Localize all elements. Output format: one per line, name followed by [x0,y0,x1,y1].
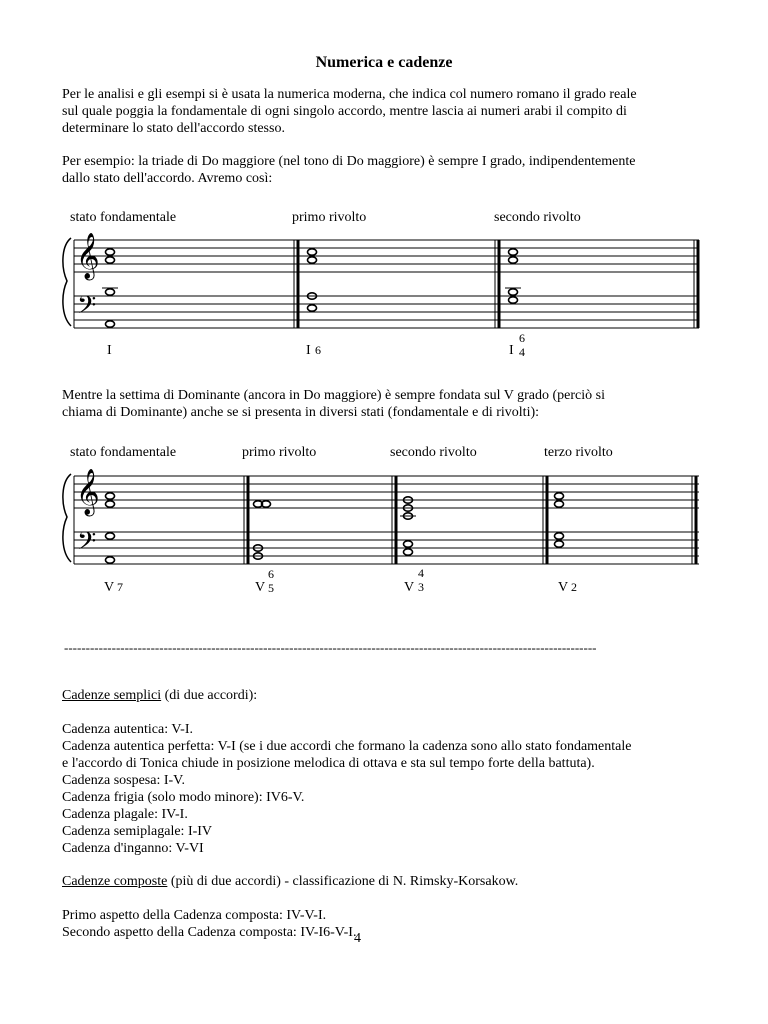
bass-clef-icon: 𝄢 [77,527,97,562]
bass-staff [74,532,699,564]
section-heading: Cadenze composte [62,874,168,889]
treble-staff [74,240,699,272]
section-heading: Cadenze semplici [62,688,162,703]
composite-cadences-section [62,873,712,941]
figure-number: 4 [418,566,424,580]
example1-heading: secondo rivolto [494,210,581,225]
chord-note [254,501,271,559]
roman-numeral: I [306,343,311,358]
cadence-line: Primo aspetto della Cadenza composta: IV-V-I. [62,908,327,923]
double-barline [495,240,499,328]
page-number: 4 [354,931,361,946]
example2-heading: stato fondamentale [70,445,177,460]
page-title: Numerica e cadenze [315,54,453,71]
figure-number: 6 [519,331,525,345]
chord-note [106,493,115,563]
cadence-line: Cadenza plagale: IV-I. [62,807,188,822]
bass-staff [74,296,699,328]
figure-number: 2 [571,580,577,594]
example2-heading: secondo rivolto [390,445,477,460]
example-intro-line: dallo stato dell'accordo. Avremo così: [62,171,273,186]
figure-number: 4 [519,345,525,359]
cadence-line: Cadenza semiplagale: I-IV [62,824,213,839]
roman-numeral: I [107,343,112,358]
figure-number: 7 [117,580,123,594]
example1-heading: stato fondamentale [70,210,177,225]
double-barline [294,240,298,328]
dominant-intro-paragraph [62,387,712,421]
intro-line: determinare lo stato dell'accordo stesso. [62,121,285,136]
example1-heading: primo rivolto [292,210,367,225]
staff-brace [63,474,71,562]
figure-number: 6 [268,567,274,581]
double-barline [694,240,698,328]
chord-note [404,497,413,555]
example-intro-paragraph [62,153,712,187]
intro-line: sul quale poggia la fondamentale di ogni singolo accordo, mentre lascia ai numeri arabi il compito di [62,104,627,119]
cadence-line: Cadenza frigia (solo modo minore): IV6-V. [62,790,305,805]
composite-cadences-heading [62,873,712,890]
example2-heading: terzo rivolto [544,445,613,460]
music-score-tonic-chords [58,226,708,336]
figure-number: 3 [418,580,424,594]
example-intro-line: Per esempio: la triade di Do maggiore (nel tono di Do maggiore) è sempre I grado, indipendentemente [62,154,636,169]
chord-note [555,493,564,547]
cadence-line: Cadenza autentica: V-I. [62,722,194,737]
roman-numeral: V [255,580,266,595]
section-heading-rest: (di due accordi): [161,688,258,703]
example2-heading: primo rivolto [242,445,317,460]
double-barline [392,476,396,564]
intro-paragraph [62,86,712,137]
treble-clef-icon: 𝄞 [76,469,100,515]
dashed-separator: --------------------------------------------------------------------------------------------------------------------------- [64,640,597,655]
figure-number: 6 [315,343,321,357]
cadence-line: e l'accordo di Tonica chiude in posizione melodica di ottava e sta sul tempo forte della battuta). [62,756,595,771]
roman-numeral: V [404,580,415,595]
treble-clef-icon: 𝄞 [76,233,100,279]
bass-clef-icon: 𝄢 [77,291,97,326]
simple-cadences-section [62,687,712,857]
staff-brace [63,238,71,326]
cadence-line: Cadenza d'inganno: V-VI [62,841,204,856]
roman-numeral: V [104,580,115,595]
figure-number: 5 [268,581,274,595]
roman-numeral: V [558,580,569,595]
chord-note [509,249,518,303]
double-barline [244,476,248,564]
music-score-dominant-seventh [58,462,708,572]
cadence-line: Cadenza autentica perfetta: V-I (se i due accordi che formano la cadenza sono allo stato fondamentale [62,739,632,754]
chord-note [308,249,317,311]
treble-staff [74,476,699,508]
dominant-intro-line: Mentre la settima di Dominante (ancora in Do maggiore) è sempre fondata sul V grado (perciò si [62,388,605,403]
intro-line: Per le analisi e gli esempi si è usata la numerica moderna, che indica col numero romano il grado reale [62,87,637,102]
simple-cadences-heading [62,687,712,704]
section-heading-rest: (più di due accordi) - classificazione di N. Rimsky-Korsakow. [167,874,519,889]
cadence-line: Secondo aspetto della Cadenza composta: IV-I6-V-I. [62,925,357,940]
cadence-line: Cadenza sospesa: I-V. [62,773,185,788]
roman-numeral: I [509,343,514,358]
double-barline [543,476,547,564]
double-barline [692,476,696,564]
dominant-intro-line: chiama di Dominante) anche se si presenta in diversi stati (fondamentale e di rivolti): [62,405,540,420]
